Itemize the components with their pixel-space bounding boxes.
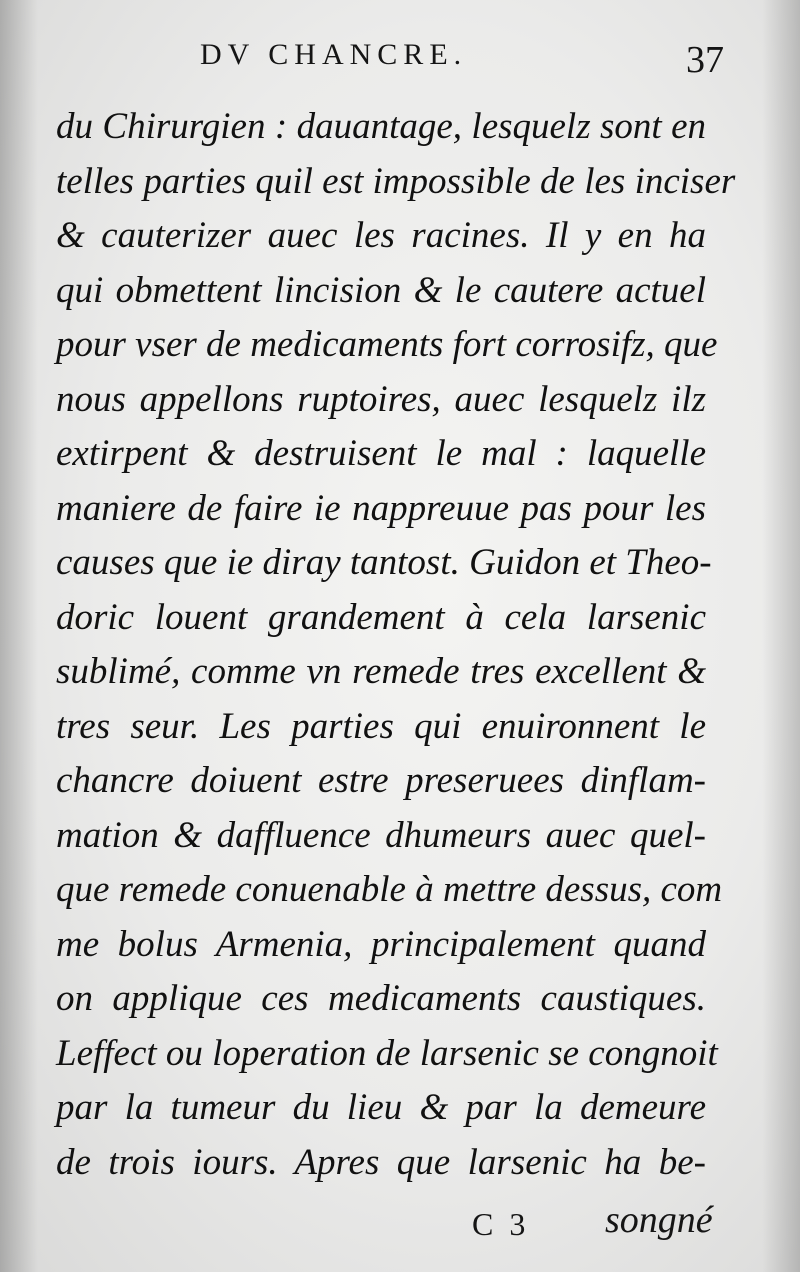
text-line: que remede conuenable à mettre dessus, com <box>56 869 723 910</box>
text-line: sublimé, comme vn remede tres excellent & <box>56 651 706 692</box>
body-text <box>56 100 736 1190</box>
text-line: doric louent grandement à cela larsenic <box>56 596 706 638</box>
text-line: pour vser de medicaments fort corrosifz, que <box>56 324 718 365</box>
text-line: tres seur. Les parties qui enuironnent le <box>56 705 706 747</box>
text-line: maniere de faire ie nappreuue pas pour les <box>56 487 706 529</box>
page-gutter-shadow <box>0 0 38 1272</box>
page-edge-shadow <box>762 0 800 1272</box>
text-line: du Chirurgien : dauantage, lesquelz sont en <box>56 106 706 147</box>
text-line: mation & daffluence dhumeurs auec quel- <box>56 814 706 856</box>
text-line: nous appellons ruptoires, auec lesquelz ilz <box>56 378 706 420</box>
signature-mark: C 3 <box>472 1206 530 1242</box>
text-line: de trois iours. Apres que larsenic ha be- <box>56 1141 706 1183</box>
text-line: chancre doiuent estre preseruees dinflam- <box>56 760 706 801</box>
page-number: 37 <box>686 39 724 81</box>
text-line: Leffect ou loperation de larsenic se congnoit <box>56 1032 718 1074</box>
text-line: me bolus Armenia, principalement quand <box>56 923 706 965</box>
catchword: songné <box>605 1199 713 1241</box>
text-line: causes que ie diray tantost. Guidon et Theo- <box>56 542 712 583</box>
text-line: & cauterizer auec les racines. Il y en ha <box>56 215 706 256</box>
text-line: qui obmettent lincision & le cautere actuel <box>56 269 706 311</box>
text-line: extirpent & destruisent le mal : laquelle <box>56 433 706 474</box>
text-line: on applique ces medicaments caustiques. <box>56 978 706 1019</box>
text-line: par la tumeur du lieu & par la demeure <box>56 1087 706 1128</box>
running-title: DV CHANCRE. <box>200 38 468 71</box>
text-line: telles parties quil est impossible de les inciser <box>56 160 736 202</box>
